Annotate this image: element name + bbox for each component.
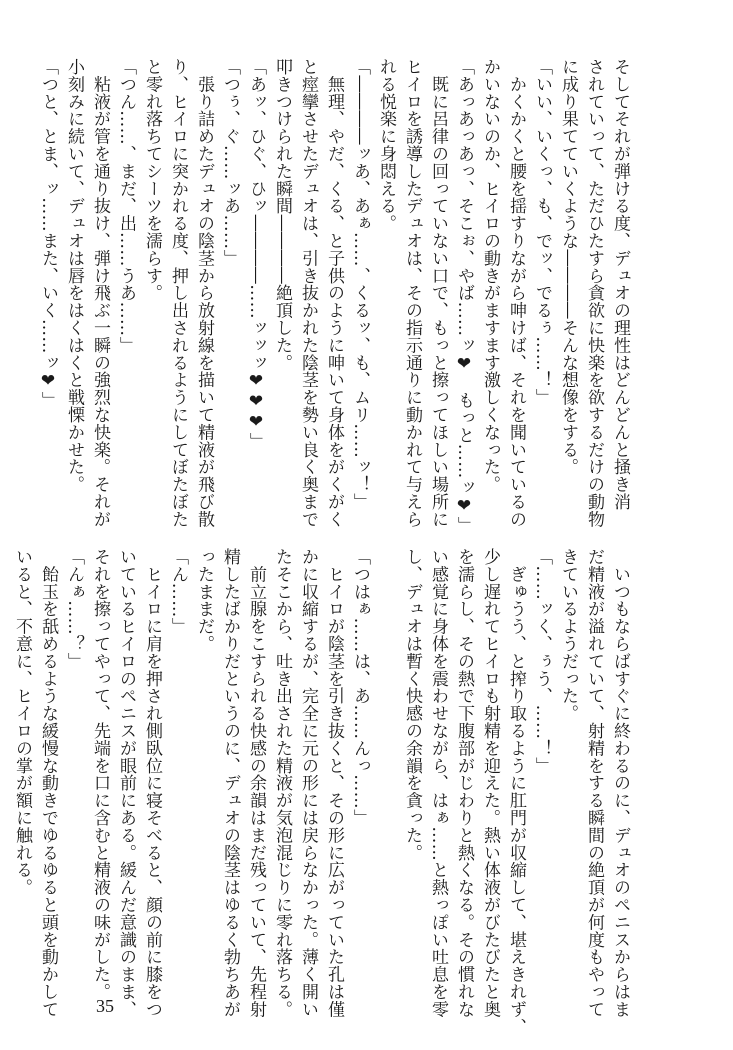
text-line: と零れ落ちてシーツを濡らす。 xyxy=(142,58,162,302)
text-line: と痙攣させたデュオは、引き抜かれた陰茎を勢い良く奥まで xyxy=(298,58,318,528)
text-line: それを擦ってやって、先端を口に含むと精液の味がした。 xyxy=(90,548,110,1001)
text-line: いると、不意に、ヒイロの掌が額に触れる。 xyxy=(12,548,32,896)
text-line: 叩きつけられた瞬間――――絶頂した。 xyxy=(272,58,292,372)
text-line: い感覚に身体を震わせながら、はぁ……と熱っぽい吐息を零 xyxy=(428,548,448,1018)
text-line: 「あッ、ひぐ、ひッ――――……ッッッ❤❤❤」 xyxy=(246,58,266,450)
text-line: 飴玉を舐めるような緩慢な動きでゆるゆると頭を動かして xyxy=(38,548,58,1018)
text-line: 小刻みに続いて、デュオは唇をはくはくと戦慄かせた。 xyxy=(64,58,84,493)
text-line: り、ヒイロに突かれる度、押し出されるようにしてぼたぼた xyxy=(168,58,188,528)
text-line: かに収縮するが、完全に元の形には戻らなかった。薄く開い xyxy=(298,548,318,1018)
text-line: ヒイロに肩を押され側臥位に寝そべると、顔の前に膝をつ xyxy=(142,548,162,1018)
text-line: 「いい、いくっ、も、でッ、でるぅ……！」 xyxy=(532,58,552,406)
text-line: 既に呂律の回っていない口で、もっと擦ってほしい場所に xyxy=(428,58,448,528)
text-block-upper xyxy=(38,58,633,534)
text-line: 「つと、とま、ッ……また、いく……ッ❤」 xyxy=(38,58,58,409)
text-line: かいないのか、ヒイロの動きがますます激しくなった。 xyxy=(480,58,500,493)
text-line: 前立腺をこすられる快感の余韻はまだ残っていて、先程射 xyxy=(246,548,266,1018)
text-line: ぎゅうう、と搾り取るように肛門が収縮して、堪えきれず、 xyxy=(506,548,526,1036)
text-line: 無理、やだ、くる、と子供のように呻いて身体をがくがく xyxy=(324,58,344,528)
text-line: 「……ッく、ぅう、……！」 xyxy=(532,548,552,775)
text-line: ヒイロを誘導したデュオは、その指示通りに動かれて与えら xyxy=(402,58,422,528)
text-line: 「――――ッあ、あぁ……、くるッ、も、ムリ……ッ！」 xyxy=(350,58,370,511)
text-line: に成り果てていくような――――そんな想像をする。 xyxy=(558,58,578,476)
text-line: 「んぁ……？」 xyxy=(64,548,84,670)
text-line: だ精液が溢れていて、射精をする瞬間の絶頂が何度もやって xyxy=(584,548,604,1018)
text-line: 「つはぁ……は、あ……んっ……」 xyxy=(350,548,370,827)
text-line: れる悦楽に身悶える。 xyxy=(376,58,396,232)
text-line: そしてそれが弾ける度、デュオの理性はどんどんと掻き消 xyxy=(610,58,630,511)
page-number: 35 xyxy=(96,996,114,1016)
text-line: を濡らし、その熱で下腹部がじわりと熱くなる。その慣れな xyxy=(454,548,474,1018)
text-line: いているヒイロのペニスが眼前にある。緩んだ意識のまま、 xyxy=(116,548,136,1018)
text-line: 「つん……、まだ、出……うあ……」 xyxy=(116,58,136,354)
text-line: きているようだった。 xyxy=(558,548,578,722)
text-line xyxy=(373,548,399,978)
text-line: 少し遅れてヒイロも射精を迎えた。熱い体液がびたびたと奥 xyxy=(480,548,500,1018)
text-line: いつもならばすぐに終わるのに、デュオのペニスからはま xyxy=(610,548,630,1018)
text-line: 粘液が管を通り抜け、弾け飛ぶ一瞬の強烈な快楽。それが xyxy=(90,58,110,528)
text-line: ったままだ。 xyxy=(194,548,214,653)
text-line: 「あっあっあっ、そこぉ、やば……ッ❤ もっと……ッ❤」 xyxy=(454,58,474,534)
text-line: 「ん……」 xyxy=(168,548,188,635)
text-line: されていって、ただひたすら貪欲に快楽を欲するだけの動物 xyxy=(584,58,604,528)
text-line: し、デュオは暫く快感の余韻を貪った。 xyxy=(402,548,422,862)
text-line: 精したばかりだというのに、デュオの陰茎はゆるく勃ちあが xyxy=(220,548,240,1018)
text-line: たそこから、吐き出された精液が気泡混じりに零れ落ちる。 xyxy=(272,548,292,1018)
text-line: 「つぅ、ぐ……ッあ……」 xyxy=(220,58,240,267)
text-line: 張り詰めたデュオの陰茎から放射線を描いて精液が飛び散 xyxy=(194,58,214,528)
text-line: かくかくと腰を揺すりながら呻けば、それを聞いているの xyxy=(506,58,526,528)
text-line: ヒイロが陰茎を引き抜くと、その形に広がっていた孔は僅 xyxy=(324,548,344,1018)
